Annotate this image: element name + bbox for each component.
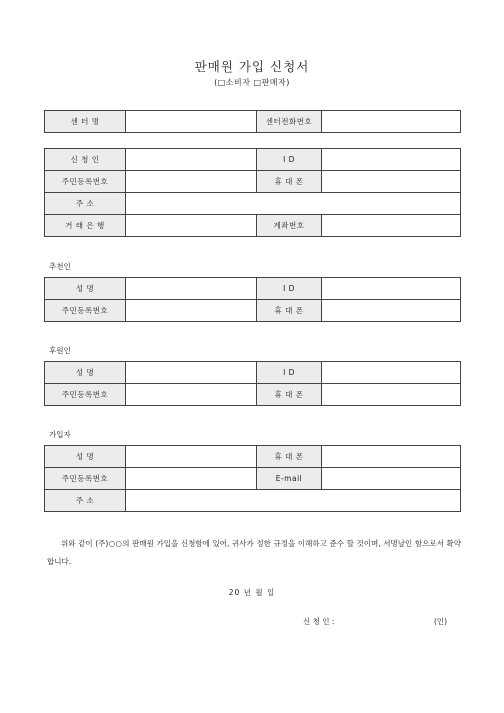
subscriber-mobile-field[interactable]: [322, 446, 461, 468]
table-row: [45, 278, 461, 300]
subscriber-email-label: E-mail: [257, 468, 322, 490]
subscriber-rrn-label: 주민등록번호: [45, 468, 126, 490]
applicant-account-field[interactable]: [322, 215, 461, 237]
sponsor-name-label: 성 명: [45, 362, 126, 384]
applicant-rrn-field[interactable]: [126, 171, 257, 193]
table-row: [45, 490, 461, 512]
applicant-id-field[interactable]: [322, 149, 461, 171]
form-type-checkboxes[interactable]: (□소비자 □판매자): [214, 78, 290, 87]
applicant-account-label: 계좌번호: [257, 215, 322, 237]
center-info-table: [44, 110, 461, 133]
date-line: 20 년 월 일: [228, 588, 276, 597]
applicant-name-label: 신 청 인: [45, 149, 126, 171]
sponsor-name-field[interactable]: [126, 362, 257, 384]
signature-label: 신 청 인 :: [303, 617, 335, 626]
subscriber-mobile-label: 휴 대 폰: [257, 446, 322, 468]
seal-mark: (인): [434, 617, 448, 626]
agreement-text: 위와 같이 (주)○○의 판매원 가입을 신청함에 있어, 귀사가 정한 규정을 이해하고 준수 할 것이며, 서명날인 함으로서 확약합니다.: [47, 539, 461, 566]
recommender-rrn-label: 주민등록번호: [45, 300, 126, 322]
recommender-section-label: 추천인: [49, 262, 71, 271]
table-row: [45, 215, 461, 237]
subscriber-section-label: 가입자: [49, 430, 71, 439]
sponsor-id-field[interactable]: [322, 362, 461, 384]
applicant-bank-field[interactable]: [126, 215, 257, 237]
center-phone-label: 센터전화번호: [257, 111, 322, 133]
table-row: [45, 193, 461, 215]
table-row: [45, 362, 461, 384]
table-row: [45, 468, 461, 490]
recommender-name-label: 성 명: [45, 278, 126, 300]
recommender-name-field[interactable]: [126, 278, 257, 300]
sponsor-rrn-label: 주민등록번호: [45, 384, 126, 406]
recommender-table: [44, 277, 461, 322]
applicant-name-field[interactable]: [126, 149, 257, 171]
subscriber-name-label: 성 명: [45, 446, 126, 468]
recommender-id-label: I D: [257, 278, 322, 300]
sponsor-mobile-field[interactable]: [322, 384, 461, 406]
form-title: 판매원 가입 신청서: [194, 59, 310, 74]
subscriber-name-field[interactable]: [126, 446, 257, 468]
sponsor-table: [44, 361, 461, 406]
subscriber-address-label: 주 소: [45, 490, 126, 512]
sponsor-section-label: 후원인: [49, 346, 71, 355]
applicant-mobile-field[interactable]: [322, 171, 461, 193]
applicant-table: [44, 148, 461, 237]
table-row: [45, 300, 461, 322]
recommender-rrn-field[interactable]: [126, 300, 257, 322]
recommender-mobile-field[interactable]: [322, 300, 461, 322]
subscriber-address-field[interactable]: [126, 490, 461, 512]
applicant-address-label: 주 소: [45, 193, 126, 215]
table-row: [45, 446, 461, 468]
table-row: [45, 111, 461, 133]
center-phone-field[interactable]: [322, 111, 461, 133]
recommender-mobile-label: 휴 대 폰: [257, 300, 322, 322]
table-row: [45, 171, 461, 193]
subscriber-table: [44, 445, 461, 512]
sponsor-mobile-label: 휴 대 폰: [257, 384, 322, 406]
sponsor-rrn-field[interactable]: [126, 384, 257, 406]
subscriber-email-field[interactable]: [322, 468, 461, 490]
applicant-mobile-label: 휴 대 폰: [257, 171, 322, 193]
center-name-label: 센 터 명: [45, 111, 126, 133]
table-row: [45, 384, 461, 406]
subscriber-rrn-field[interactable]: [126, 468, 257, 490]
applicant-rrn-label: 주민등록번호: [45, 171, 126, 193]
applicant-bank-label: 거 래 은 행: [45, 215, 126, 237]
applicant-address-field[interactable]: [126, 193, 461, 215]
table-row: [45, 149, 461, 171]
recommender-id-field[interactable]: [322, 278, 461, 300]
applicant-id-label: I D: [257, 149, 322, 171]
sponsor-id-label: I D: [257, 362, 322, 384]
center-name-field[interactable]: [126, 111, 257, 133]
